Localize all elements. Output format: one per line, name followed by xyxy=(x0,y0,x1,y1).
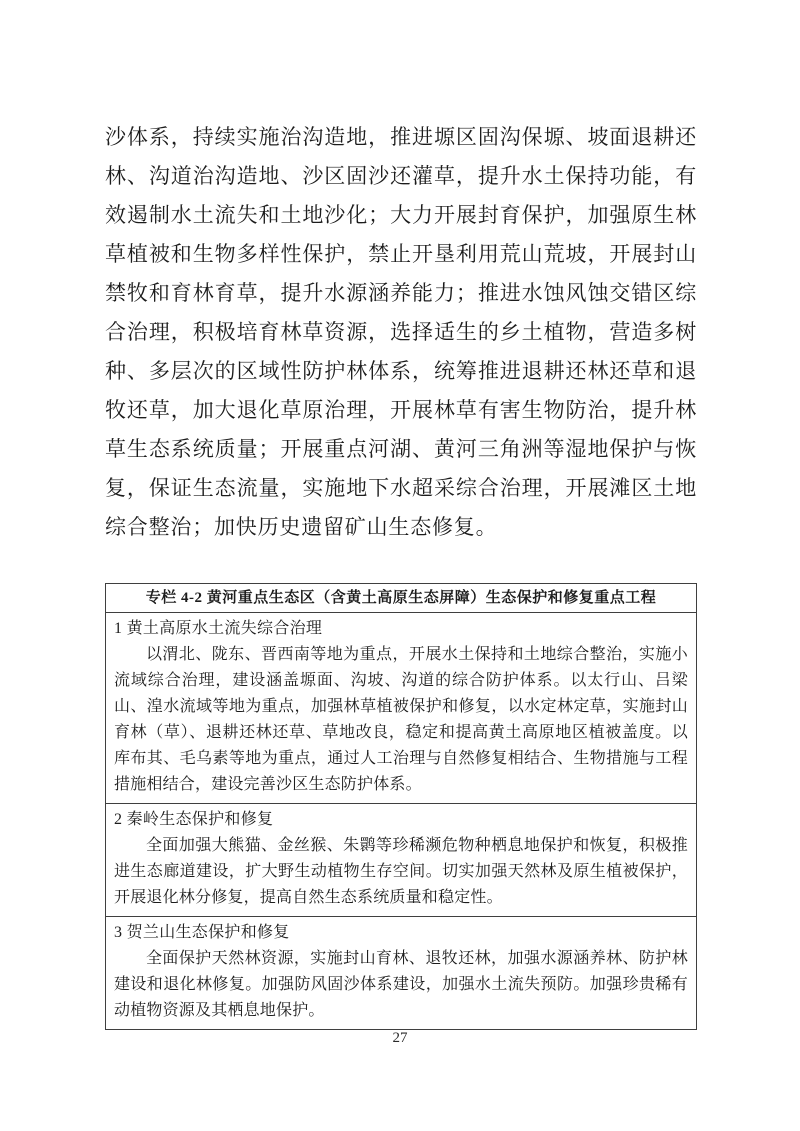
highlight-panel xyxy=(105,583,697,1030)
page-number: 27 xyxy=(392,1030,408,1046)
section-heading: 3 贺兰山生态保护和修复 xyxy=(114,924,290,941)
section-body: 以渭北、陇东、晋西南等地为重点，开展水土保持和土地综合整治，实施小流域综合治理，建设涵盖塬面、沟坡、沟道的综合防护体系。以太行山、吕梁山、湟水流域等地为重点，加强林草植被保护和修复，以水定林定草，实施封山育林（草）、退耕还林还草、草地改良，稳定和提高黄土高原地区植被盖度。以库布其、毛乌素等地为重点，通过人工治理与自然修复相结合、生物措施与工程措施相结合，建设完善沙区生态防护体系。 xyxy=(114,646,688,793)
section-body: 全面加强大熊猫、金丝猴、朱鹮等珍稀濒危物种栖息地保护和恢复，积极推进生态廊道建设，扩大野生动植物生存空间。切实加强天然林及原生植被保护，开展退化林分修复，提高自然生态系统质量和稳定性。 xyxy=(114,837,688,906)
panel-title: 专栏 4-2 黄河重点生态区（含黄土高原生态屏障）生态保护和修复重点工程 xyxy=(106,584,696,613)
panel-section xyxy=(106,613,696,803)
body-paragraph: 沙体系，持续实施治沟造地，推进塬区固沟保塬、坡面退耕还林、沟道治沟造地、沙区固沙还灌草，提升水土保持功能，有效遏制水土流失和土地沙化；大力开展封育保护，加强原生林草植被和生物多样性保护，禁止开垦利用荒山荒坡，开展封山禁牧和育林育草，提升水源涵养能力；推进水蚀风蚀交错区综合治理，积极培育林草资源，选择适生的乡土植物，营造多树种、多层次的区域性防护林体系，统筹推进退耕还林还草和退牧还草，加大退化草原治理，开展林草有害生物防治，提升林草生态系统质量；开展重点河湖、黄河三角洲等湿地保护与恢复，保证生态流量，实施地下水超采综合治理，开展滩区土地综合整治；加快历史遗留矿山生态修复。 xyxy=(105,125,697,539)
panel-sections xyxy=(106,613,696,1029)
section-body: 全面保护天然林资源，实施封山育林、退牧还林，加强水源涵养林、防护林建设和退化林修复。加强防风固沙体系建设，加强水土流失预防。加强珍贵稀有动植物资源及其栖息地保护。 xyxy=(114,950,688,1019)
section-heading: 2 秦岭生态保护和修复 xyxy=(114,811,274,828)
panel-section xyxy=(106,916,696,1029)
panel-section xyxy=(106,803,696,916)
section-heading: 1 黄土高原水土流失综合治理 xyxy=(114,620,323,637)
